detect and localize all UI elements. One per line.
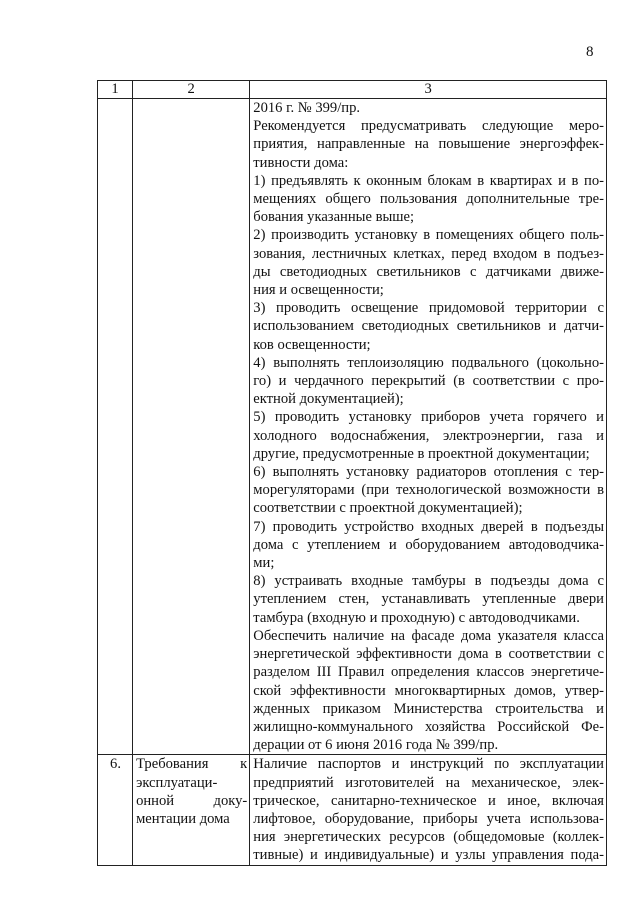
content-paragraph <box>253 99 604 117</box>
content-line: 2) производить установку в помещениях общего поль- <box>253 227 604 244</box>
content-paragraph <box>253 518 604 573</box>
requirements-table <box>97 80 607 866</box>
content-line: 2016 г. № 399/пр. <box>253 100 361 116</box>
content-paragraph <box>253 572 604 627</box>
content-line: ния энергетических ресурсов (общедомовые (коллек- <box>253 829 604 846</box>
content-line: разделом III Правил определения классов энергетиче- <box>253 664 604 681</box>
content-paragraph <box>253 226 604 299</box>
content-line: дома с утеплением и оборудованием автодоводчика- <box>253 536 604 553</box>
content-line: 1) предъявлять к оконным блокам в квартирах и в по- <box>253 172 604 189</box>
requirement-cell <box>133 755 250 865</box>
content-line: тивности дома: <box>253 154 349 171</box>
content-line: ской эффективности многоквартирных домов, утвер- <box>253 682 604 699</box>
content-line: утеплением стен, устанавливать утепленные двери <box>253 591 604 608</box>
header-col-2: 2 <box>133 81 250 99</box>
content-line: соответствии с проектной документацией); <box>253 500 523 517</box>
content-paragraph <box>253 172 604 227</box>
content-paragraph <box>253 117 604 172</box>
content-paragraph <box>253 408 604 463</box>
content-line: Обеспечить наличие на фасаде дома указателя класса <box>253 627 604 644</box>
header-col-3: 3 <box>250 81 607 99</box>
content-line: 6) выполнять установку радиаторов отопления с тер- <box>253 464 604 481</box>
content-line: тивные) и индивидуальные) и узлы управления пода- <box>253 847 604 864</box>
page-number: 8 <box>586 44 594 60</box>
content-line: тамбура (входную и проходную) с автодоводчиками. <box>253 609 580 626</box>
requirement-line: Требования к <box>136 756 248 773</box>
table-row-6 <box>98 755 607 865</box>
content-line: дерации от 6 июня 2016 года № 399/пр. <box>253 737 499 754</box>
content-cell <box>250 755 607 865</box>
content-line: ды светодиодных светильников с датчиками движе- <box>253 263 604 280</box>
content-line: использованием светодиодных светильников и датчи- <box>253 318 604 335</box>
content-line: предприятий изготовителей на механическое, элек- <box>253 774 604 791</box>
content-line: Рекомендуется предусматривать следующие меро- <box>253 118 604 135</box>
content-line: жилищно-коммунального хозяйства Российской Фе- <box>253 718 604 735</box>
requirement-line: онной доку- <box>136 792 248 809</box>
content-paragraph <box>253 299 604 354</box>
content-line: другие, предусмотренные в проектной документации; <box>253 445 590 462</box>
content-line: морегуляторами (при технологической возможности в <box>253 482 604 499</box>
content-line: 4) выполнять теплоизоляцию подвального (цокольно- <box>253 354 604 371</box>
requirement-line: ментации дома <box>136 810 230 827</box>
row-number-cell: 6. <box>98 755 133 865</box>
requirement-cell <box>133 99 250 755</box>
content-line: холодного водоснабжения, электроэнергии, газа и <box>253 427 604 444</box>
content-paragraph <box>253 463 604 518</box>
content-line: 8) устраивать входные тамбуры в подъезды дома с <box>253 573 604 590</box>
table-header-row <box>98 81 607 99</box>
content-line: ектной документацией); <box>253 391 404 408</box>
content-line: энергетической эффективности дома в соответствии с <box>253 646 604 663</box>
content-line: Наличие паспортов и инструкций по эксплуатации <box>253 756 604 773</box>
content-line: трическое, санитарно-техническое и иное, включая <box>253 792 604 809</box>
content-line: приятия, направленные на повышение энергоэффек- <box>253 136 604 153</box>
header-col-1: 1 <box>98 81 133 99</box>
content-paragraph <box>253 354 604 409</box>
content-cell <box>250 99 607 755</box>
content-line: жденных приказом Министерства строительства и <box>253 700 604 717</box>
content-line: 7) проводить устройство входных дверей в подъезды <box>253 518 604 535</box>
row-number-cell <box>98 99 133 755</box>
content-paragraph <box>253 627 604 754</box>
table-row-continuation <box>98 99 607 755</box>
content-line: го) и чердачного перекрытий (в соответствии с про- <box>253 373 604 390</box>
content-line: ния и освещенности; <box>253 282 384 299</box>
content-line: ми; <box>253 555 275 572</box>
content-line: лифтовое, оборудование, приборы учета использова- <box>253 810 604 827</box>
content-line: мещениях общего пользования дополнительные тре- <box>253 191 604 208</box>
content-line: 5) проводить установку приборов учета горячего и <box>253 409 604 426</box>
requirement-line: эксплуатаци- <box>136 774 218 791</box>
content-line: бования указанные выше; <box>253 209 415 226</box>
content-line: 3) проводить освещение придомовой территории с <box>253 300 604 317</box>
content-paragraph <box>253 755 604 864</box>
content-line: зования, лестничных клетках, перед входом в подъез- <box>253 245 604 262</box>
content-line: ков освещенности; <box>253 336 371 353</box>
